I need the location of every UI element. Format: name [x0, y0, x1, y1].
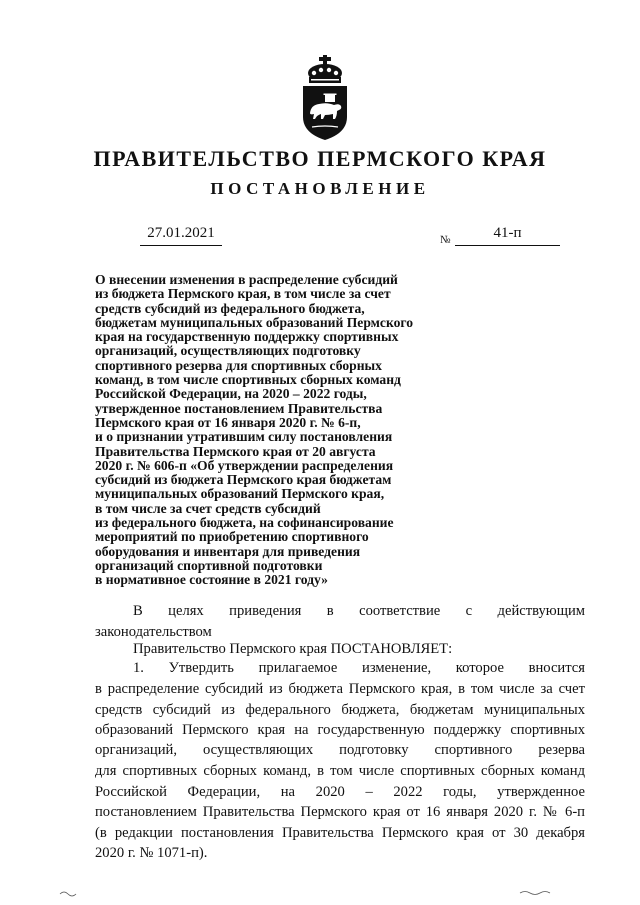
- title-line: Российской Федерации, на 2020 – 2022 годы,: [95, 386, 367, 402]
- organization-name: ПРАВИТЕЛЬСТВО ПЕРМСКОГО КРАЯ: [93, 146, 547, 171]
- title-line: из бюджета Пермского края, в том числе за счет: [95, 286, 391, 302]
- body-line: Правительство Пермского края ПОСТАНОВЛЯЕТ:: [133, 641, 453, 657]
- body-line: для спортивных сборных команд, в том числе спортивных сборных команд: [95, 763, 585, 779]
- bottom-handwritten-marks: [0, 888, 640, 898]
- title-line: и о признании утратившим силу постановления: [95, 429, 393, 445]
- body-line: 1. Утвердить прилагаемое изменение, которое вносится: [133, 660, 585, 676]
- body-line: образований Пермского края на государственную поддержку спортивных: [95, 722, 585, 738]
- title-line: из федерального бюджета, на софинансирование: [95, 515, 394, 531]
- title-line: в том числе за счет средств субсидий: [95, 500, 321, 516]
- title-line: средств субсидий из федерального бюджета,: [95, 300, 365, 316]
- title-line: Пермского края от 16 января 2020 г. № 6-п,: [95, 414, 361, 430]
- title-line: утвержденное постановлением Правительства: [95, 400, 383, 416]
- title-line: бюджетам муниципальных образований Пермского: [95, 314, 414, 330]
- date-underline: [140, 245, 222, 246]
- title-line: организаций, осуществляющих подготовку: [95, 343, 361, 359]
- coat-of-arms-emblem: [299, 55, 351, 141]
- number-underline: [455, 245, 560, 246]
- document-title: [95, 273, 485, 588]
- body-line: организаций, осуществляющих подготовку спортивного резерва: [95, 742, 585, 758]
- title-line: 2020 г. № 606-п «Об утверждении распределения: [95, 457, 394, 473]
- document-number: 41-п: [493, 225, 522, 241]
- number-sign: №: [440, 234, 451, 246]
- title-line: субсидий из бюджета Пермского края бюджетам: [95, 472, 392, 488]
- title-line: в нормативное состояние в 2021 году»: [95, 572, 328, 588]
- title-line: команд, в том числе спортивных сборных команд: [95, 372, 401, 388]
- body-line: Российской Федерации, на 2020 – 2022 годы, утвержденное: [95, 784, 585, 800]
- body-line: постановлением Правительства Пермского края от 16 января 2020 г. № 6-п: [95, 804, 585, 820]
- title-line: оборудования и инвентаря для приведения: [95, 543, 361, 559]
- body-line: средств субсидий из федерального бюджета, бюджетам муниципальных: [95, 702, 585, 718]
- document-type: ПОСТАНОВЛЕНИЕ: [210, 179, 430, 198]
- body-line: законодательством: [95, 624, 212, 640]
- title-line: спортивного резерва для спортивных сборных: [95, 357, 382, 373]
- document-date: 27.01.2021: [147, 225, 215, 241]
- body-line: (в редакции постановления Правительства Пермского края от 30 декабря: [95, 825, 585, 841]
- title-line: муниципальных образований Пермского края,: [95, 486, 385, 502]
- body-line: В целях приведения в соответствие с действующим: [133, 603, 585, 619]
- title-line: мероприятий по приобретению спортивного: [95, 529, 369, 545]
- title-line: края на государственную поддержку спортивных: [95, 329, 399, 345]
- title-line: Правительства Пермского края от 20 августа: [95, 443, 376, 459]
- title-line: О внесении изменения в распределение субсидий: [95, 272, 398, 287]
- body-line: в распределение субсидий из бюджета Пермского края, в том числе за счет: [95, 681, 585, 697]
- title-line: организаций спортивной подготовки: [95, 557, 323, 573]
- body-line: 2020 г. № 1071-п).: [95, 845, 208, 861]
